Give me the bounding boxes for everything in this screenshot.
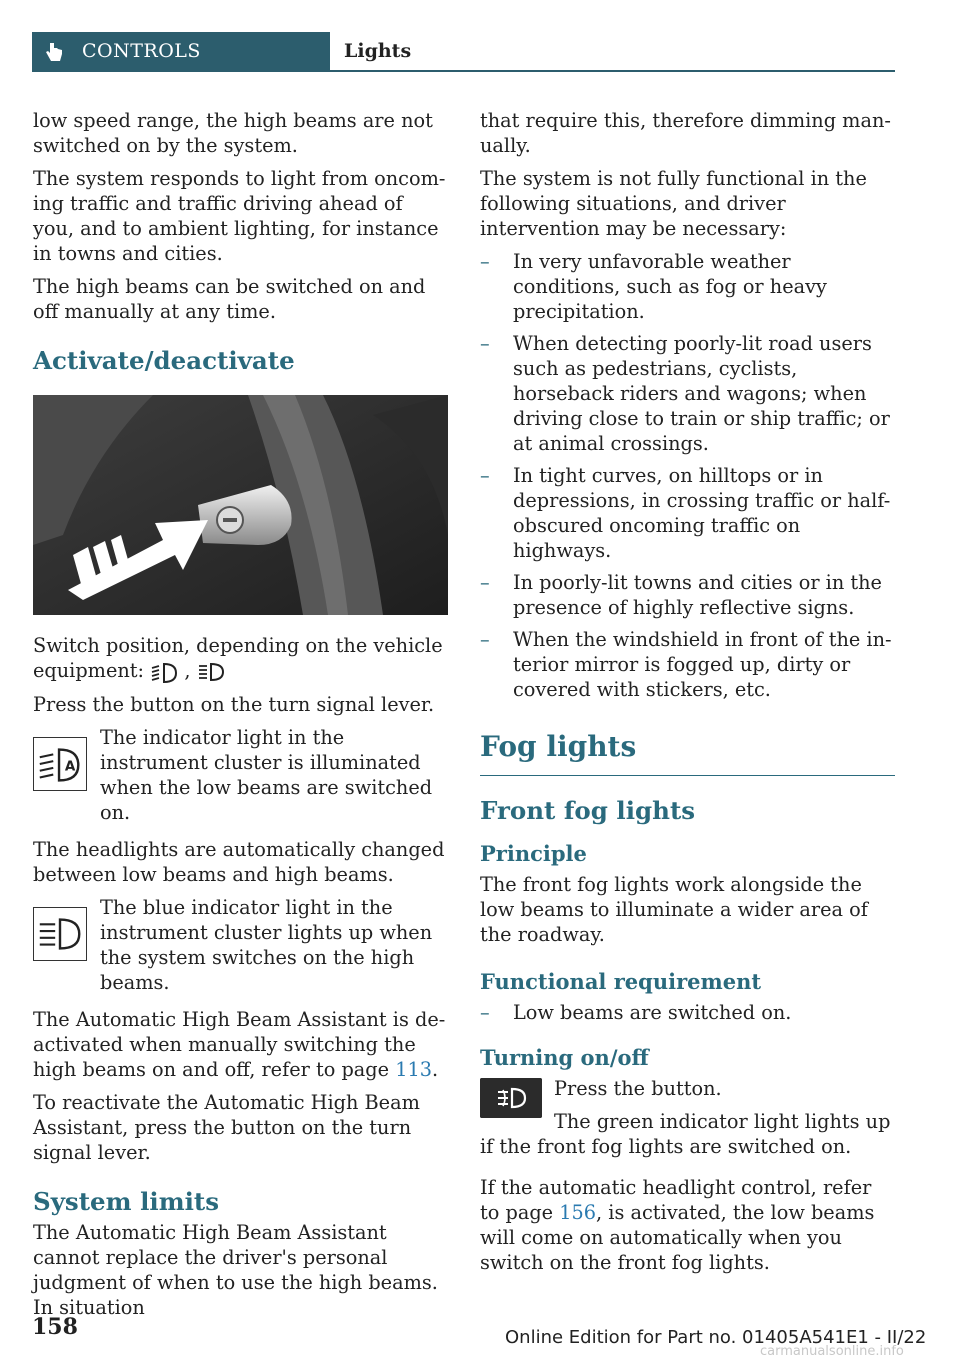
page-link[interactable]: 156 [559, 1201, 597, 1224]
paragraph: that require this, therefore dimming manually. [480, 109, 891, 157]
paragraph: The Automatic High Beam Assistant cannot replace the driver's personal judgment of when to use the high beams. In situation [33, 1221, 438, 1319]
heading-system-limits: System limits [33, 1187, 220, 1216]
steering-lever-photo [33, 395, 448, 615]
topic-label: Lights [344, 40, 412, 62]
paragraph: The headlights are automatically changed between low beams and high beams. [33, 838, 445, 886]
page-header [32, 32, 895, 72]
auto-high-beam-indicator-icon [33, 737, 87, 791]
edition-footer: Online Edition for Part no. 01405A541E1 - II/22 [505, 1327, 927, 1348]
list-item: – When detecting poorly-lit road users such as pedestrians, cyclists, horseback riders and wagons; when driving close to train or ship traffic; or at animal crossings. [480, 331, 895, 456]
left-column [33, 108, 449, 1328]
paragraph: The high beams can be switched on and off manually at any time. [33, 275, 426, 323]
high-beam-icon [197, 660, 225, 684]
list-item: – In very unfavorable weather conditions, such as fog or heavy precipitation. [480, 249, 895, 324]
fog-button-note [480, 1076, 895, 1159]
front-fog-light-button-icon [480, 1078, 542, 1118]
paragraph: The system responds to light from oncoming traffic and traffic driving ahead of you, and to ambient lighting, for instance in towns and cities. [33, 167, 446, 265]
page-link[interactable]: 113 [395, 1058, 432, 1081]
paragraph: The front fog lights work alongside the low beams to illuminate a wider area of the roadway. [480, 873, 868, 946]
indicator-note [33, 725, 449, 825]
paragraph: If the automatic headlight control, refer to page 156, is activated, the low beams will come on automatically when you switch on the front fog lights. [480, 1176, 875, 1274]
watermark: carmanualsonline.info [760, 1344, 904, 1359]
heading-front-fog-lights: Front fog lights [480, 796, 696, 825]
paragraph: The blue indicator light in the instrument cluster lights up when the system switches on the high beams. [100, 896, 433, 994]
heading-activate: Activate/deactivate [33, 346, 295, 375]
heading-turning-on-off: Turning on/off [480, 1045, 649, 1070]
page-number: 158 [32, 1314, 78, 1340]
section-label: CONTROLS [82, 40, 201, 62]
right-column [480, 108, 895, 1283]
paragraph: Press the button on the turn signal lever. [33, 693, 435, 716]
svg-text:A: A [64, 758, 76, 775]
paragraph: The indicator light in the instrument cluster is illuminated when the low beams are switched on. [100, 726, 433, 824]
requirement-list [480, 1000, 895, 1025]
heading-principle: Principle [480, 841, 587, 866]
list-item: – In poorly-lit towns and cities or in the presence of highly reflective signs. [480, 570, 895, 620]
heading-fog-lights: Fog lights [480, 730, 895, 776]
pointing-hand-icon [44, 41, 64, 63]
paragraph: Press the button. [554, 1077, 722, 1100]
high-beam-indicator-icon [33, 907, 87, 961]
paragraph: The Automatic High Beam Assistant is deactivated when manually switching the high beams on and off, refer to page 113. [33, 1008, 446, 1081]
section-tab [32, 32, 330, 70]
paragraph: The system is not fully functional in the following situations, and driver intervention may be necessary: [480, 167, 867, 240]
paragraph: Switch position, depending on the vehicle equipment: , [33, 634, 443, 682]
paragraph: The green indicator light lights up if the front fog lights are switched on. [480, 1110, 891, 1158]
list-item: – When the windshield in front of the interior mirror is fogged up, dirty or covered with stickers, etc. [480, 627, 895, 702]
list-item: – Low beams are switched on. [480, 1000, 895, 1025]
limits-list [480, 249, 895, 702]
indicator-note [33, 895, 449, 995]
paragraph: low speed range, the high beams are not switched on by the system. [33, 109, 433, 157]
paragraph: To reactivate the Automatic High Beam Assistant, press the button on the turn signal lever. [33, 1091, 420, 1164]
heading-functional-requirement: Functional requirement [480, 969, 762, 994]
auto-high-beam-icon [150, 660, 178, 684]
list-item: – In tight curves, on hilltops or in depressions, in crossing traffic or half-obscured oncoming traffic on highways. [480, 463, 895, 563]
